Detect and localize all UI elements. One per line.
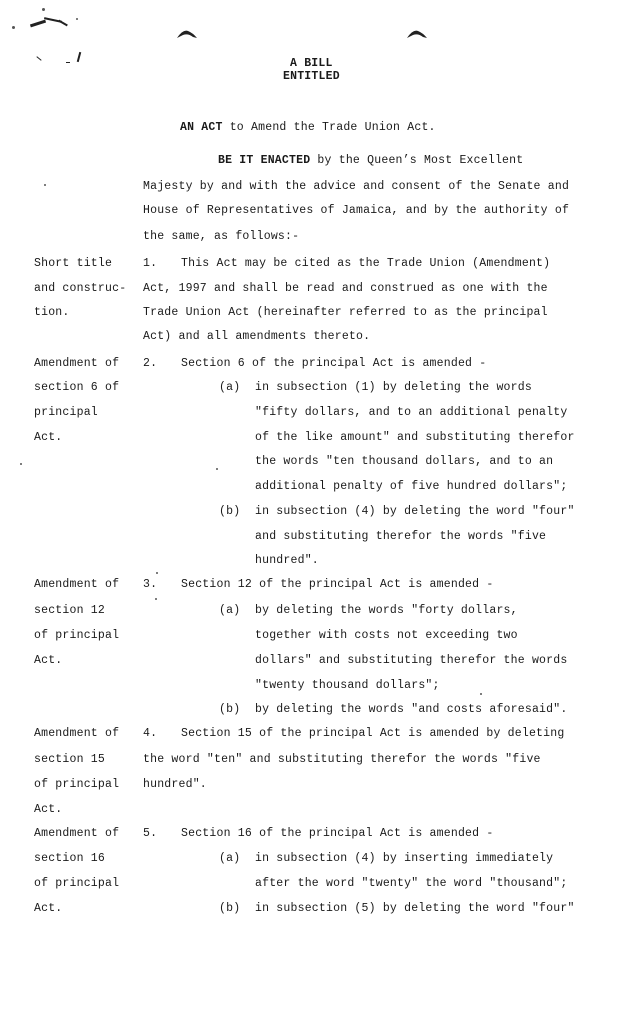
bill-heading: A BILL bbox=[290, 57, 333, 70]
margin-note: section 16 bbox=[34, 852, 106, 865]
item-text: in subsection (5) by deleting the word "four" bbox=[255, 902, 575, 915]
enacting-line-4: the same, as follows:- bbox=[143, 230, 300, 243]
section-number: 1. bbox=[143, 257, 158, 270]
section-intro: Section 15 of the principal Act is amended by deleting bbox=[181, 727, 565, 740]
margin-note: section 12 bbox=[34, 604, 106, 617]
item-label: (a) bbox=[219, 852, 241, 865]
section-text: Trade Union Act (hereinafter referred to as the principal bbox=[143, 306, 548, 319]
section-intro: Section 12 of the principal Act is amended - bbox=[181, 578, 494, 591]
scan-speck bbox=[155, 598, 157, 600]
act-title bbox=[180, 122, 436, 134]
item-label: (b) bbox=[219, 703, 241, 716]
item-text: after the word "twenty" the word "thousand"; bbox=[255, 877, 568, 890]
margin-note: Act. bbox=[34, 803, 63, 816]
item-text: dollars" and substituting therefor the words bbox=[255, 654, 568, 667]
bill-entitled-heading: ENTITLED bbox=[283, 70, 340, 83]
section-intro: Section 6 of the principal Act is amended - bbox=[181, 357, 487, 370]
margin-note: Act. bbox=[34, 902, 63, 915]
margin-note: and construc- bbox=[34, 282, 127, 295]
scan-artifact-mark-right bbox=[406, 28, 428, 40]
item-text: and substituting therefor the words "five bbox=[255, 530, 547, 543]
margin-note: Amendment of bbox=[34, 357, 120, 370]
scan-artifact-mark-left bbox=[176, 28, 198, 40]
act-title-lead: AN ACT bbox=[180, 121, 223, 134]
item-label: (b) bbox=[219, 505, 241, 518]
section-text: Act, 1997 and shall be read and construed as one with the bbox=[143, 282, 548, 295]
scan-speck bbox=[480, 693, 482, 695]
item-label: (a) bbox=[219, 381, 241, 394]
enacting-lead: BE IT ENACTED bbox=[218, 154, 311, 167]
margin-note: Act. bbox=[34, 654, 63, 667]
item-text: in subsection (4) by inserting immediately bbox=[255, 852, 554, 865]
scan-speck bbox=[216, 468, 218, 470]
margin-note: principal bbox=[34, 406, 98, 419]
margin-note: of principal bbox=[34, 778, 120, 791]
margin-note: Short title bbox=[34, 257, 113, 270]
section-text: This Act may be cited as the Trade Union (Amendment) bbox=[181, 257, 551, 270]
margin-note: of principal bbox=[34, 629, 120, 642]
item-label: (a) bbox=[219, 604, 241, 617]
section-intro: Section 16 of the principal Act is amended - bbox=[181, 827, 494, 840]
item-text: of the like amount" and substituting therefor bbox=[255, 431, 575, 444]
item-text: in subsection (1) by deleting the words bbox=[255, 381, 532, 394]
margin-note: Amendment of bbox=[34, 727, 120, 740]
margin-note: section 15 bbox=[34, 753, 106, 766]
act-title-rest: to Amend the Trade Union Act. bbox=[222, 121, 436, 134]
margin-note: section 6 of bbox=[34, 381, 120, 394]
section-number: 4. bbox=[143, 727, 158, 740]
scan-speck bbox=[20, 463, 22, 465]
enacting-line-1: BE IT ENACTED by the Queen’s Most Excellent bbox=[218, 154, 524, 167]
margin-note: Act. bbox=[34, 431, 63, 444]
scan-speck bbox=[156, 572, 158, 574]
item-text: in subsection (4) by deleting the word "four" bbox=[255, 505, 575, 518]
section-number: 3. bbox=[143, 578, 158, 591]
enacting-line-2: Majesty by and with the advice and consent of the Senate and bbox=[143, 180, 570, 193]
scan-speck bbox=[44, 184, 46, 186]
section-text: Act) and all amendments thereto. bbox=[143, 330, 371, 343]
section-number: 2. bbox=[143, 357, 158, 370]
margin-note: tion. bbox=[34, 306, 70, 319]
section-number: 5. bbox=[143, 827, 158, 840]
enacting-line-3: House of Representatives of Jamaica, and by the authority of bbox=[143, 204, 570, 217]
margin-note: of principal bbox=[34, 877, 120, 890]
margin-note: Amendment of bbox=[34, 578, 120, 591]
item-text: "twenty thousand dollars"; bbox=[255, 679, 440, 692]
item-text: "fifty dollars, and to an additional penalty bbox=[255, 406, 568, 419]
item-text: the words "ten thousand dollars, and to an bbox=[255, 455, 554, 468]
item-text: by deleting the words "and costs aforesaid". bbox=[255, 703, 568, 716]
item-text: together with costs not exceeding two bbox=[255, 629, 518, 642]
item-text: hundred". bbox=[255, 554, 319, 567]
margin-note: Amendment of bbox=[34, 827, 120, 840]
section-text: the word "ten" and substituting therefor the words "five bbox=[143, 753, 541, 766]
item-label: (b) bbox=[219, 902, 241, 915]
item-text: additional penalty of five hundred dollars"; bbox=[255, 480, 568, 493]
item-text: by deleting the words "forty dollars, bbox=[255, 604, 518, 617]
section-text: hundred". bbox=[143, 778, 207, 791]
